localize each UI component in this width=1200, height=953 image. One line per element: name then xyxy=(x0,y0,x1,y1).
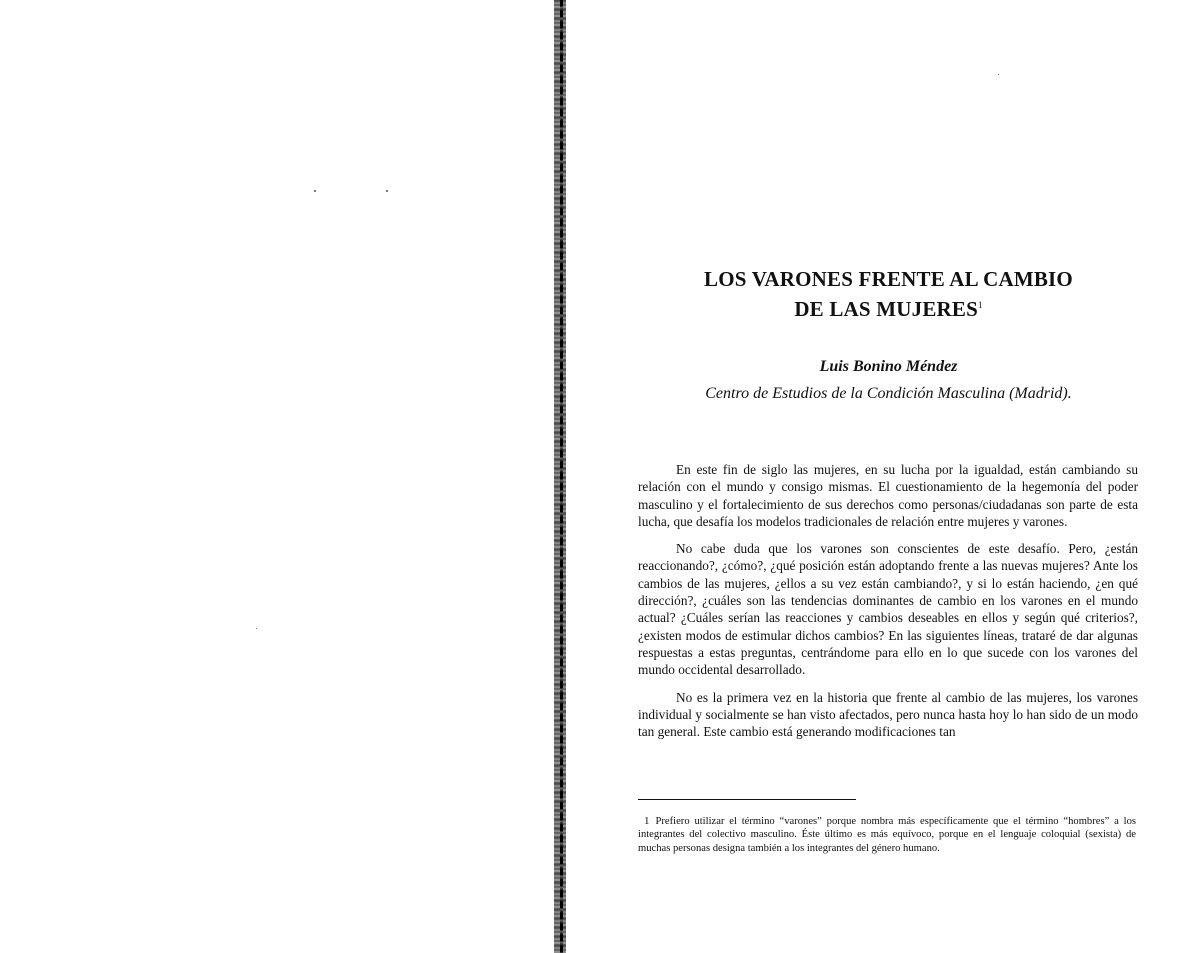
title-line-1: LOS VARONES FRENTE AL CAMBIO xyxy=(704,267,1073,291)
footnote xyxy=(638,815,1136,855)
left-page-blank xyxy=(0,0,556,953)
scan-speck xyxy=(256,628,257,629)
article-title xyxy=(636,266,1141,322)
scan-speck xyxy=(314,190,316,192)
article-body xyxy=(638,461,1138,750)
title-line-2-text: DE LAS MUJERES xyxy=(794,297,978,321)
footnote-text: Prefiero utilizar el término “varones” porque nombra más específicamente que el término “hombres” a los integrantes del colectivo masculino. Éste último es más equívoco, porque en el lenguaje coloquial (sexista) de muchas personas designa también a los integrantes del género humano. xyxy=(638,816,1136,854)
footnote-separator xyxy=(638,799,856,800)
book-spine-edge xyxy=(560,0,563,953)
title-footnote-mark: 1 xyxy=(977,300,983,310)
right-page xyxy=(566,0,1200,953)
footnote-mark: 1 xyxy=(644,815,650,827)
scan-speck xyxy=(998,74,999,75)
paragraph-3: No es la primera vez en la historia que frente al cambio de las mujeres, los varones individual y socialmente se han visto afectados, pero nunca hasta hoy lo han sido de un modo tan general. Este cambio está generando modificaciones tan xyxy=(638,689,1138,740)
scan-speck xyxy=(386,190,388,192)
title-line-2 xyxy=(636,292,1141,322)
paragraph-1: En este fin de siglo las mujeres, en su lucha por la igualdad, están cambiando su relación con el mundo y consigo mismas. El cuestionamiento de la hegemonía del poder masculino y el fortalecimiento de sus derechos como personas/ciudadanas son parte de esta lucha, que desafía los modelos tradicionales de relación entre mujeres y varones. xyxy=(638,462,1138,529)
author-name: Luis Bonino Méndez xyxy=(819,358,958,375)
author-affiliation: Centro de Estudios de la Condición Masculina (Madrid). xyxy=(705,385,1072,402)
paragraph-2: No cabe duda que los varones son conscientes de este desafío. Pero, ¿están reaccionando?, ¿cómo?, ¿qué posición están adoptando frente a las nuevas mujeres? Ante los cambios de las mujeres, ¿ellos a su vez están cambiando?, y si lo están haciendo, ¿en qué dirección?, ¿cuáles son las tendencias dominantes de cambio en los varones en el mundo actual? ¿Cuáles serían las reacciones y cambios deseables en ellos y según qué criterios?, ¿existen modos de estimular dichos cambios? En las siguientes líneas, trataré de dar algunas respuestas a estas preguntas, centrándome para ello en lo que sucede con los varones del mundo occidental desarrollado. xyxy=(638,541,1138,678)
